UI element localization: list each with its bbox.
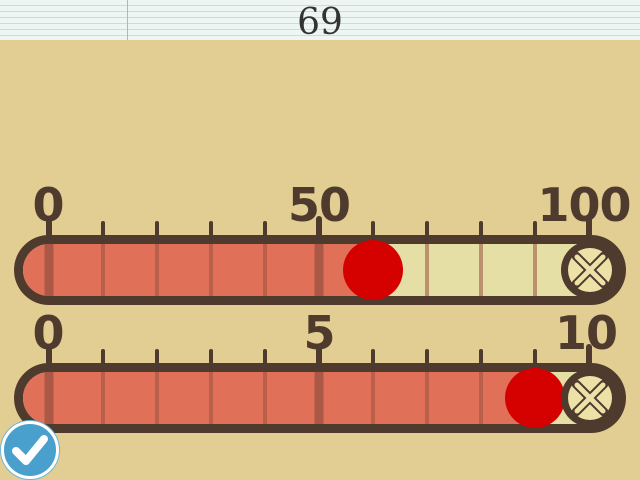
ruler-bottom-reset-button[interactable]	[561, 369, 619, 427]
ruler-top-reset-button[interactable]	[561, 241, 619, 299]
submit-button[interactable]	[1, 421, 59, 479]
ruler-top-marker[interactable]	[343, 240, 403, 300]
ruler-bottom[interactable]	[14, 347, 626, 433]
ruler-top-end-label: 100	[537, 178, 631, 232]
ruler-bottom-end-label: 10	[554, 306, 618, 360]
ruler-top-start-label: 0	[32, 178, 64, 232]
score-display: 69	[297, 2, 343, 43]
ruler-bottom-marker[interactable]	[505, 368, 565, 428]
ruler-top-mid-label: 50	[287, 178, 351, 232]
ruler-bottom-mid-label: 5	[303, 306, 335, 360]
ruler-top[interactable]	[14, 219, 626, 305]
ruler-bottom-start-label: 0	[32, 306, 64, 360]
check-icon	[4, 424, 56, 476]
ruler-bottom-fill	[23, 372, 535, 424]
